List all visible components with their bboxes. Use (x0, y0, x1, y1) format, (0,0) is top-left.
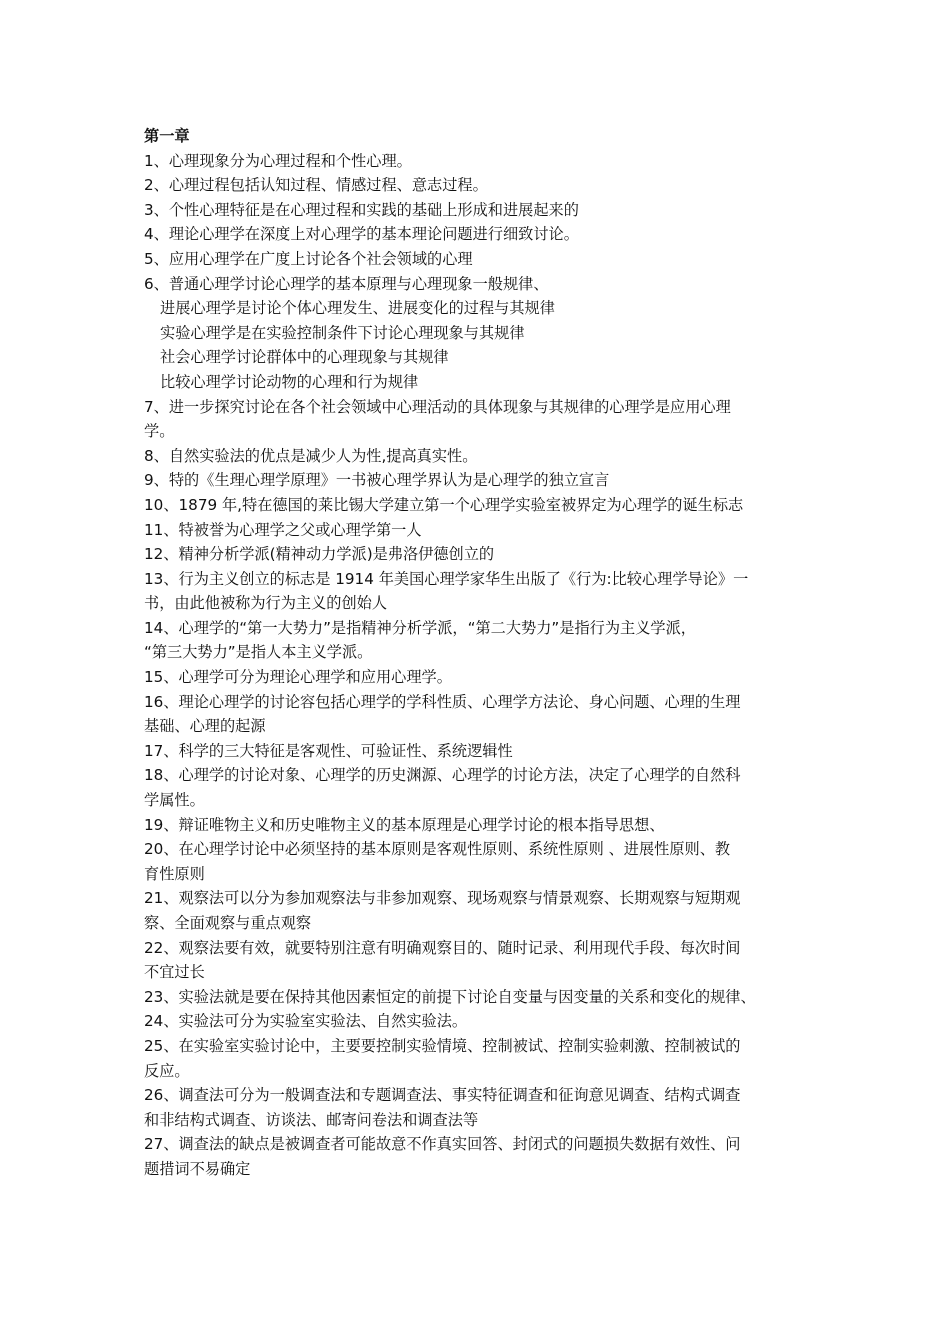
text-line: 12、精神分析学派(精神动力学派)是弗洛伊德创立的 (144, 545, 495, 564)
text-line: 基础、心理的起源 (144, 717, 266, 736)
text-line: 20、在心理学讨论中必须坚持的基本原则是客观性原则、系统性原则 、进展性原则、教 (144, 840, 731, 859)
text-line: 10、1879 年,特在德国的莱比锡大学建立第一个心理学实验室被界定为心理学的诞生标志 (144, 495, 744, 514)
text-line: 26、调查法可分为一般调查法和专题调查法、事实特征调查和征询意见调查、结构式调查 (144, 1086, 741, 1105)
text-line: 4、理论心理学在深度上对心理学的基本理论问题进行细致讨论。 (144, 225, 579, 244)
text-line: 9、特的《生理心理学原理》一书被心理学界认为是心理学的独立宣言 (144, 471, 610, 490)
text-line: 21、观察法可以分为参加观察法与非参加观察、现场观察与情景观察、长期观察与短期观 (144, 889, 741, 908)
text-line: 18、心理学的讨论对象、心理学的历史渊源、心理学的讨论方法，决定了心理学的自然科 (144, 766, 741, 785)
text-line: 7、进一步探究讨论在各个社会领域中心理活动的具体现象与其规律的心理学是应用心理 (144, 397, 731, 416)
text-line: 27、调查法的缺点是被调查者可能故意不作真实回答、封闭式的问题损失数据有效性、问 (144, 1135, 741, 1154)
text-line: 15、心理学可分为理论心理学和应用心理学。 (144, 668, 452, 687)
text-line: 19、辩证唯物主义和历史唯物主义的基本原理是心理学讨论的根本指导思想、 (144, 815, 665, 834)
text-line: 5、应用心理学在广度上讨论各个社会领域的心理 (144, 249, 473, 268)
text-line: 题措词不易确定 (144, 1159, 251, 1178)
text-line: 13、行为主义创立的标志是 1914 年美国心理学家华生出版了《行为:比较心理学导论》一 (144, 569, 749, 588)
text-line: 8、自然实验法的优点是减少人为性,提高真实性。 (144, 446, 478, 465)
text-line: 6、普通心理学讨论心理学的基本原理与心理现象一般规律、 (144, 274, 549, 293)
text-line: 16、理论心理学的讨论容包括心理学的学科性质、心理学方法论、身心问题、心理的生理 (144, 692, 741, 711)
text-line: 不宜过长 (144, 963, 205, 982)
document-page (144, 124, 816, 1182)
text-line-indented: 比较心理学讨论动物的心理和行为规律 (160, 372, 419, 391)
text-line: 书，由此他被称为行为主义的创始人 (144, 594, 387, 613)
text-line-indented: 社会心理学讨论群体中的心理现象与其规律 (160, 348, 449, 367)
text-line: 11、特被誉为心理学之父或心理学第一人 (144, 520, 422, 539)
text-line: 2、心理过程包括认知过程、情感过程、意志过程。 (144, 176, 488, 195)
text-line: 察、全面观察与重点观察 (144, 914, 312, 932)
text-line: 育性原则 (144, 864, 205, 883)
text-line: 学。 (144, 422, 175, 441)
text-line: 和非结构式调查、访谈法、邮寄问卷法和调查法等 (144, 1110, 479, 1129)
text-line: 14、心理学的“第一大势力”是指精神分析学派，“第二大势力”是指行为主义学派， (144, 618, 696, 637)
text-line-indented: 进展心理学是讨论个体心理发生、进展变化的过程与其规律 (160, 299, 555, 318)
text-line: 22、观察法要有效，就要特别注意有明确观察目的、随时记录、利用现代手段、每次时间 (144, 938, 741, 957)
text-line: 23、实验法就是要在保持其他因素恒定的前提下讨论自变量与因变量的关系和变化的规律、 (144, 987, 756, 1006)
text-line: 3、个性心理特征是在心理过程和实践的基础上形成和进展起来的 (144, 200, 579, 219)
text-line: “第三大势力”是指人本主义学派。 (144, 643, 373, 662)
text-line: 反应。 (144, 1061, 190, 1080)
text-line: 25、在实验室实验讨论中，主要要控制实验情境、控制被试、控制实验刺激、控制被试的 (144, 1036, 741, 1055)
text-line: 17、科学的三大特征是客观性、可验证性、系统逻辑性 (144, 741, 513, 760)
chapter-title: 第一章 (144, 127, 190, 145)
text-line: 24、实验法可分为实验室实验法、自然实验法。 (144, 1012, 468, 1031)
text-line: 1、心理现象分为心理过程和个性心理。 (144, 151, 412, 170)
text-line-indented: 实验心理学是在实验控制条件下讨论心理现象与其规律 (160, 323, 525, 342)
text-line: 学属性。 (144, 791, 205, 810)
